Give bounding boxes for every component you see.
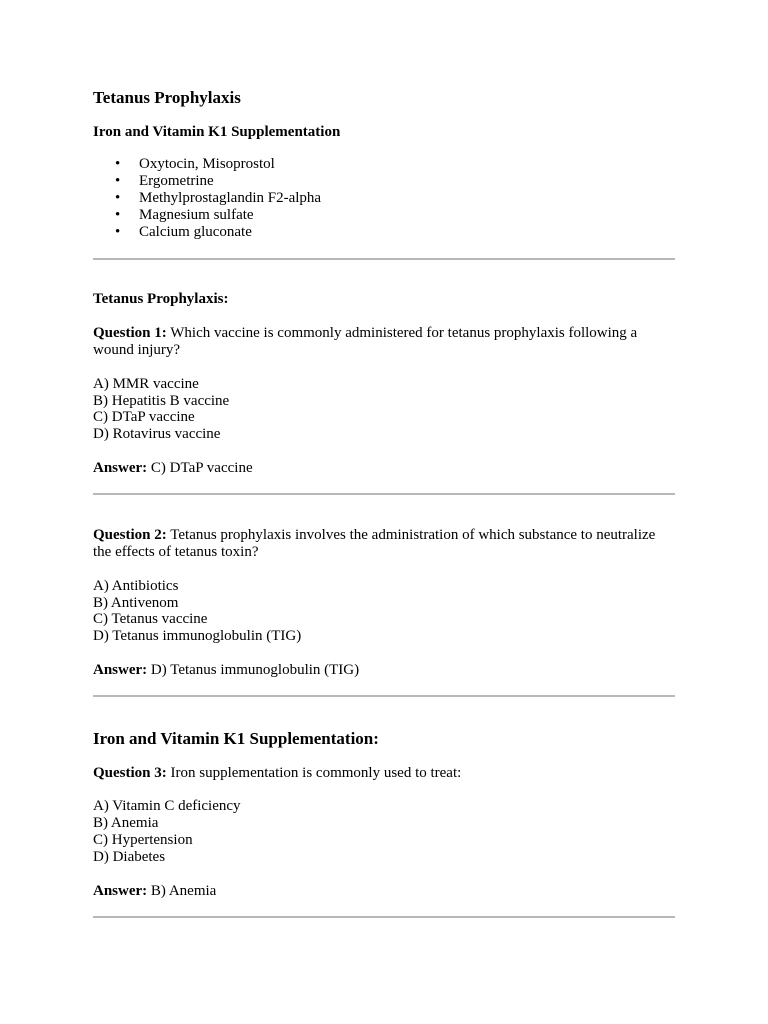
answer-option: C) Hypertension	[93, 832, 193, 848]
answer-line	[93, 662, 359, 679]
question-label: Question 3:	[93, 765, 167, 781]
answer-text: D) Tetanus immunoglobulin (TIG)	[150, 662, 360, 678]
answer-option: B) Antivenom	[93, 595, 179, 611]
section-divider	[93, 493, 675, 495]
answer-option: A) Vitamin C deficiency	[93, 798, 241, 814]
answer-text: C) DTaP vaccine	[150, 460, 253, 476]
answer-option: A) Antibiotics	[93, 578, 179, 594]
answer-option: B) Hepatitis B vaccine	[93, 393, 230, 409]
document-subtitle: Iron and Vitamin K1 Supplementation	[93, 124, 341, 140]
answer-option: D) Rotavirus vaccine	[93, 426, 221, 442]
list-item: • Magnesium sulfate	[115, 207, 254, 223]
bullet-icon: •	[115, 207, 121, 223]
answer-label: Answer:	[93, 883, 148, 899]
answer-option: D) Tetanus immunoglobulin (TIG)	[93, 628, 302, 644]
section-heading: Iron and Vitamin K1 Supplementation:	[93, 729, 379, 748]
bullet-icon: •	[115, 224, 121, 240]
answer-option: A) MMR vaccine	[93, 376, 199, 392]
section-divider	[93, 258, 675, 260]
question-text: Which vaccine is commonly administered for tetanus prophylaxis following a wound injury?	[93, 325, 638, 358]
answer-text: B) Anemia	[150, 883, 217, 899]
bullet-icon: •	[115, 173, 121, 189]
list-item: • Ergometrine	[115, 173, 214, 189]
list-item: • Calcium gluconate	[115, 224, 252, 240]
answer-option: D) Diabetes	[93, 849, 166, 865]
topic-list	[93, 156, 321, 241]
answer-line	[93, 883, 216, 900]
answer-label: Answer:	[93, 460, 148, 476]
bullet-icon: •	[115, 156, 121, 172]
list-item: • Methylprostaglandin F2-alpha	[115, 190, 322, 206]
answer-option: C) DTaP vaccine	[93, 409, 195, 425]
question-label: Question 2:	[93, 527, 167, 543]
question-text: Iron supplementation is commonly used to treat:	[170, 765, 462, 781]
answer-line	[93, 460, 253, 477]
question-3	[93, 765, 675, 782]
answer-option: B) Anemia	[93, 815, 159, 831]
section-divider	[93, 695, 675, 697]
answer-option: C) Tetanus vaccine	[93, 611, 208, 627]
list-item: • Oxytocin, Misoprostol	[115, 156, 275, 172]
question-text: Tetanus prophylaxis involves the administration of which substance to neutralize the effects of tetanus toxin?	[93, 527, 656, 560]
answer-label: Answer:	[93, 662, 148, 678]
section-divider	[93, 916, 675, 918]
question-label: Question 1:	[93, 325, 167, 341]
document-title: Tetanus Prophylaxis	[93, 88, 241, 107]
question-2	[93, 527, 675, 561]
section-heading: Tetanus Prophylaxis:	[93, 291, 229, 307]
bullet-icon: •	[115, 190, 121, 206]
question-1	[93, 325, 675, 359]
